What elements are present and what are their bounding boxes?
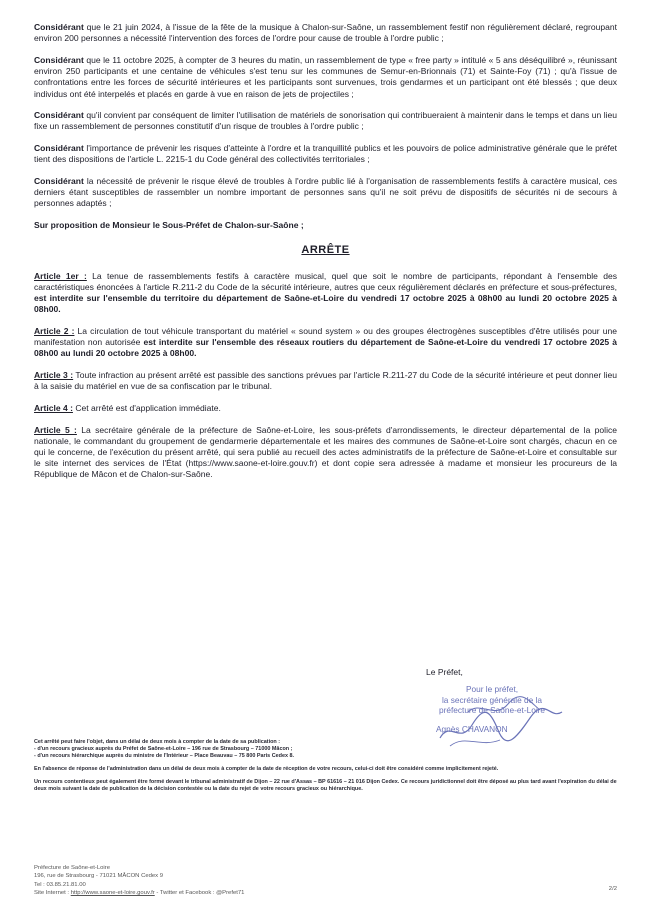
- stamp-line-3: préfecture de Saône-et-Loire: [438, 705, 546, 716]
- considerant-4: Considérant l'importance de prévenir les risques d'atteinte à l'ordre et la tranquillité publics et les pouvoirs de police administrative générale que le préfet tient des dispositions de l'article L. 2215-1 du Code général des collectivités territoriales ;: [34, 143, 617, 165]
- website-link[interactable]: http://www.saone-et-loire.gouv.fr: [70, 889, 155, 896]
- article-4: Article 4 : Cet arrêté est d'application immédiate.: [34, 402, 221, 413]
- signature-stamp: [412, 684, 572, 734]
- notice-paragraph-2: En l'absence de réponse de l'administration dans un délai de deux mois à compter de la date de réception de votre recours, celui-ci doit être considéré comme implicitement rejeté.: [34, 766, 499, 773]
- page-footer: [34, 864, 617, 897]
- article-3: Article 3 : Toute infraction au présent arrêté est passible des sanctions prévues par l'article R.211-27 du Code de la sécurité intérieure et peut donner lieu à la saisie du matériel en vue de sa confiscation par le tribunal.: [34, 369, 617, 392]
- article-2: Article 2 : La circulation de tout véhicule transportant du matériel « sound system » ou des groupes électrogènes susceptibles d'être utilisés pour une manifestation non autorisée est interdite sur l'ensemble des réseaux routiers du département de Saône-et-Loire du vendredi 17 octobre 2025 à 08h00 au lundi 20 octobre 2025 à 08h00.: [34, 325, 618, 359]
- footer-line-2: 196, rue de Strasbourg - 71021 MÂCON Cedex 9: [34, 873, 164, 880]
- stamp-line-1: Pour le préfet,: [465, 684, 519, 694]
- article-5: Article 5 : La secrétaire générale de la préfecture de Saône-et-Loire, les sous-préfets d'arrondissements, le directeur départemental de la police nationale, le commandant du groupement de gendarmerie départementale et les maires des communes de Saône-et-Loire sont chargés, chacun en ce qui le concerne, de l'exécution du présent arrêté, qui sera publié au recueil des actes administratifs de la préfecture de Saône-et-Loire et consultable sur le site internet des services de l'État (https://www.saone-et-loire.gouv.fr) et dont copie sera adressée à madame et monsieur les procureurs de la République de Mâcon et de Chalon-sur-Saône.: [34, 424, 617, 480]
- footer-line-4: Site Internet : http://www.saone-et-loire.gouv.fr - Twitter et Facebook : @Prefet71: [34, 889, 245, 896]
- footer-line-3: Tel : 03.85.21.81.00: [34, 881, 86, 888]
- considerant-5: Considérant la nécessité de prévenir le risque élevé de troubles à l'ordre public lié à l'organisation de rassemblements festifs à caractère musical, ces derniers étant susceptibles de rassembler un nombre important de personnes sans qu'il ne soit prévu de dispositifs de sécurités ni de secours à personnes adaptés ;: [34, 176, 617, 209]
- article-1: Article 1er : La tenue de rassemblements festifs à caractère musical, quel que soit le nombre de participants, répondant à l'ensemble des caractéristiques énoncées à l'article R.211-2 du Code de la sécurité intérieure, autres que ceux régulièrement déclarés en préfecture et sous-préfectures, est interdite sur l'ensemble du territoire du département de Saône-et-Loire du vendredi 17 octobre 2025 à 08h00 au lundi 20 octobre 2025 à 08h00.: [34, 270, 618, 315]
- signature-role: Le Préfet,: [426, 667, 463, 677]
- appeal-notice: [34, 739, 624, 799]
- stamp-line-2: la secrétaire générale de la: [441, 694, 543, 705]
- notice-paragraph-3: Un recours contentieux peut également être formé devant le tribunal administratif de Dijon – 22 rue d'Assas – BP 61616 – 21 016 Dijon Cedex. Ce recours juridictionnel doit être déposé au plus tard avant l'expiration du délai de deux mois suivant la date de publication de la décision contestée ou la date du rejet de votre recours gracieux ou hiérarchique.: [34, 778, 617, 793]
- considerant-2: Considérant que le 11 octobre 2025, à compter de 3 heures du matin, un rassemblement de type « free party » intitulé « 5 ans déséquilibré », réunissant environ 250 participants et une centaine de véhicules s'est tenu sur les communes de Semur-en-Brionnais (71) et Sainte-Foy (71) ; qu'à l'issue de confrontations entre les forces de sécurité intérieures et les participants sont survenues, trois gendarmes et un participant ont été blessés ; que deux individus ont été interpelés et placés en garde à vue en raison de jets de projectiles ;: [34, 54, 617, 99]
- considerant-1: Considérant que le 21 juin 2024, à l'issue de la fête de la musique à Chalon-sur-Saône, un rassemblement festif non régulièrement déclaré, regroupant environ 200 personnes a nécessité l'intervention des forces de l'ordre pour cause de trouble à l'ordre public ;: [34, 22, 617, 44]
- arrete-title: ARRÊTE: [301, 244, 350, 257]
- proposition: Sur proposition de Monsieur le Sous-Préfet de Chalon-sur-Saône ;: [34, 220, 304, 231]
- page-number: 2/2: [608, 886, 617, 892]
- considerant-3: Considérant qu'il convient par conséquent de limiter l'utilisation de matériels de sonorisation qui contribueraient à maintenir dans le temps et dans un lieu fixe un rassemblement de personnes constitutif d'un risque de troubles à l'ordre public ;: [34, 110, 617, 132]
- stamp-name: Agnès CHAVANON: [436, 723, 508, 734]
- arrete-body: [34, 22, 617, 491]
- footer-line-1: Préfecture de Saône-et-Loire: [34, 865, 110, 871]
- notice-paragraph-1: Cet arrêté peut faire l'objet, dans un délai de deux mois à compter de la date de sa publication : - d'un recours gracieux auprès du Préfet de Saône-et-Loire – 196 rue de Strasbourg – 71000 Mâcon ; - d'un recours hiérarchique auprès du ministre de l'Intérieur – Place Beauvau – 75 800 Paris Cedex 8.: [34, 739, 295, 760]
